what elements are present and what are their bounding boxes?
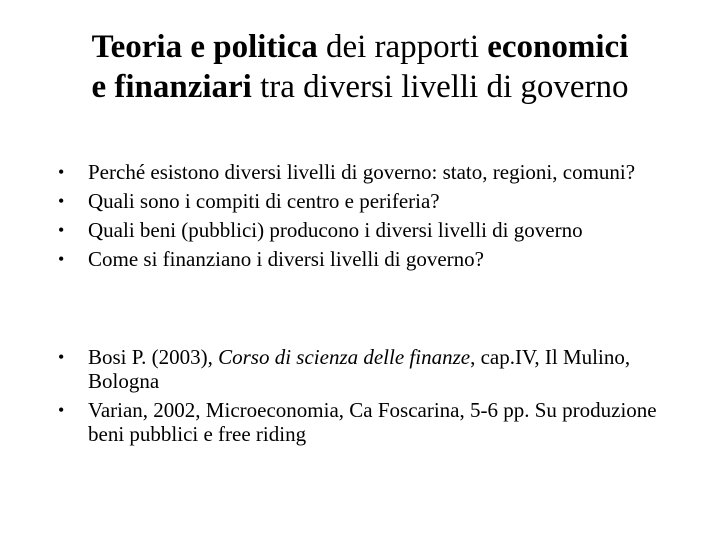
list-item [58,218,678,242]
question-text: Perché esistono diversi livelli di governo: stato, regioni, comuni? [88,160,636,184]
title-normal-2: tra diversi livelli di governo [251,69,629,105]
bullet-icon: • [58,191,65,211]
reference-book-title: Corso di scienza delle finanze [218,345,471,369]
list-item [58,345,678,393]
list-item [58,189,678,213]
references-list [58,345,678,451]
slide-title [40,27,680,107]
question-text: Quali sono i compiti di centro e periferia? [88,189,440,213]
list-item [58,247,678,271]
reference-text: , cap.IV, Il Mulino, Bologna [88,345,631,393]
reference-text: Varian, 2002, Microeconomia, Ca Foscarina, 5-6 pp. Su produzione beni pubblici e free riding [88,398,657,446]
list-item [58,398,678,446]
reference-text: Bosi P. (2003), [88,345,219,369]
bullet-icon: • [58,347,65,367]
question-text: Come si finanziano i diversi livelli di governo? [88,247,484,271]
bullet-icon: • [58,249,65,269]
bullet-icon: • [58,162,65,182]
questions-list [58,160,678,276]
title-bold-2: economici [487,29,629,65]
question-text: Quali beni (pubblici) producono i diversi livelli di governo [88,218,583,242]
list-item [58,160,678,184]
title-bold-3: e finanziari [91,69,252,105]
bullet-icon: • [58,220,65,240]
title-bold-1: Teoria e politica [91,29,318,65]
title-normal-1: dei rapporti [317,29,488,65]
bullet-icon: • [58,400,65,420]
